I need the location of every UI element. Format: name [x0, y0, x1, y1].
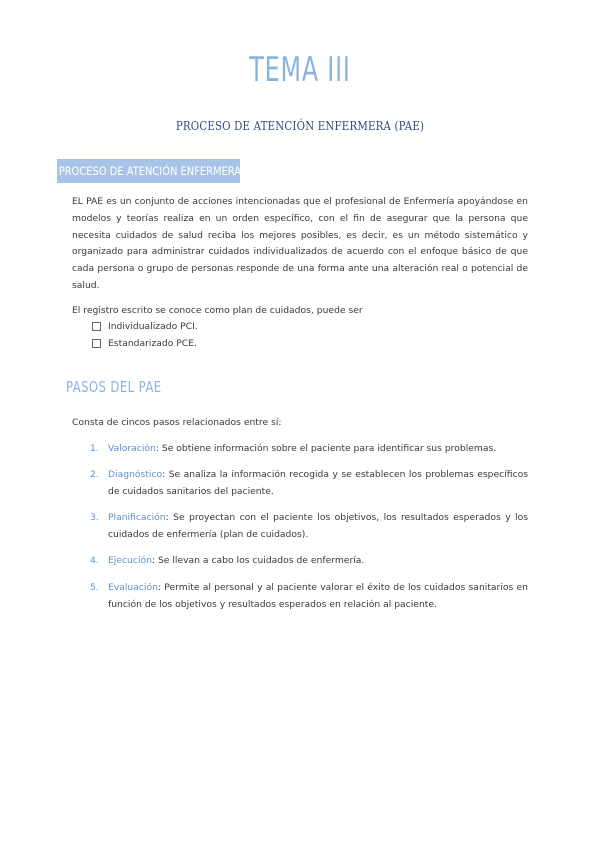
checkbox-icon	[92, 339, 101, 348]
section-heading-pae: PROCESO DE ATENCIÓN ENFERMERA	[58, 164, 242, 178]
section-heading-highlight	[57, 159, 240, 183]
step-term: Ejecución	[108, 555, 152, 567]
section-heading-pasos: PASOS DEL PAE	[66, 378, 162, 396]
pasos-intro: Consta de cincos pasos relacionados entre sí:	[72, 417, 282, 428]
list-item	[90, 467, 528, 501]
step-text: : Se llevan a cabo los cuidados de enfermería.	[151, 555, 365, 567]
step-number: 2.	[90, 469, 99, 481]
step-text: : Se proyectan con el paciente los objetivos, los resultados esperados y los cuidados de enfermería (plan de cuidados).	[108, 512, 528, 541]
step-number: 1.	[90, 443, 99, 454]
list-item	[90, 510, 528, 544]
checkbox-label: Individualizado PCI.	[108, 321, 198, 332]
list-item	[90, 441, 528, 458]
checkbox-item-pce	[92, 338, 197, 349]
list-item	[90, 580, 528, 614]
document-subtitle: PROCESO DE ATENCIÓN ENFERMERA (PAE)	[175, 118, 425, 133]
step-number: 4.	[90, 555, 99, 567]
step-text: : Se analiza la información recogida y se establecen los problemas específicos de cuidados sanitarios del paciente.	[108, 469, 528, 498]
checkbox-label: Estandarizado PCE.	[108, 338, 197, 349]
registro-text: El registro escrito se conoce como plan de cuidados, puede ser	[72, 305, 363, 316]
step-term: Evaluación	[108, 581, 158, 593]
step-number: 5.	[90, 581, 99, 593]
step-term: Planificación	[108, 512, 166, 524]
step-text: : Permite al personal y al paciente valorar el éxito de los cuidados sanitarios en función de los objetivos y resultados esperados en relación al paciente.	[108, 581, 528, 610]
checkbox-item-pci	[92, 321, 198, 332]
step-text: : Se obtiene información sobre el paciente para identificar sus problemas.	[155, 443, 497, 454]
pasos-list	[90, 441, 528, 623]
checkbox-icon	[92, 322, 101, 331]
step-term: Valoración	[108, 443, 156, 454]
step-term: Diagnóstico	[108, 469, 163, 481]
step-number: 3.	[90, 512, 99, 524]
document-title: TEMA III	[249, 50, 351, 90]
pae-definition-paragraph: EL PAE es un conjunto de acciones intencionadas que el profesional de Enfermería apoyándose en modelos y teorías realiza en un orden específico, con el fin de asegurar que la persona que necesita cuidados de salud reciba los mejores posibles, es decir, es un método sistemático y organizado para administrar cuidados individualizados de acuerdo con el enfoque básico de que cada persona o grupo de personas responde de una forma ante una alteración real o potencial de salud.	[72, 196, 528, 291]
list-item	[90, 553, 528, 570]
